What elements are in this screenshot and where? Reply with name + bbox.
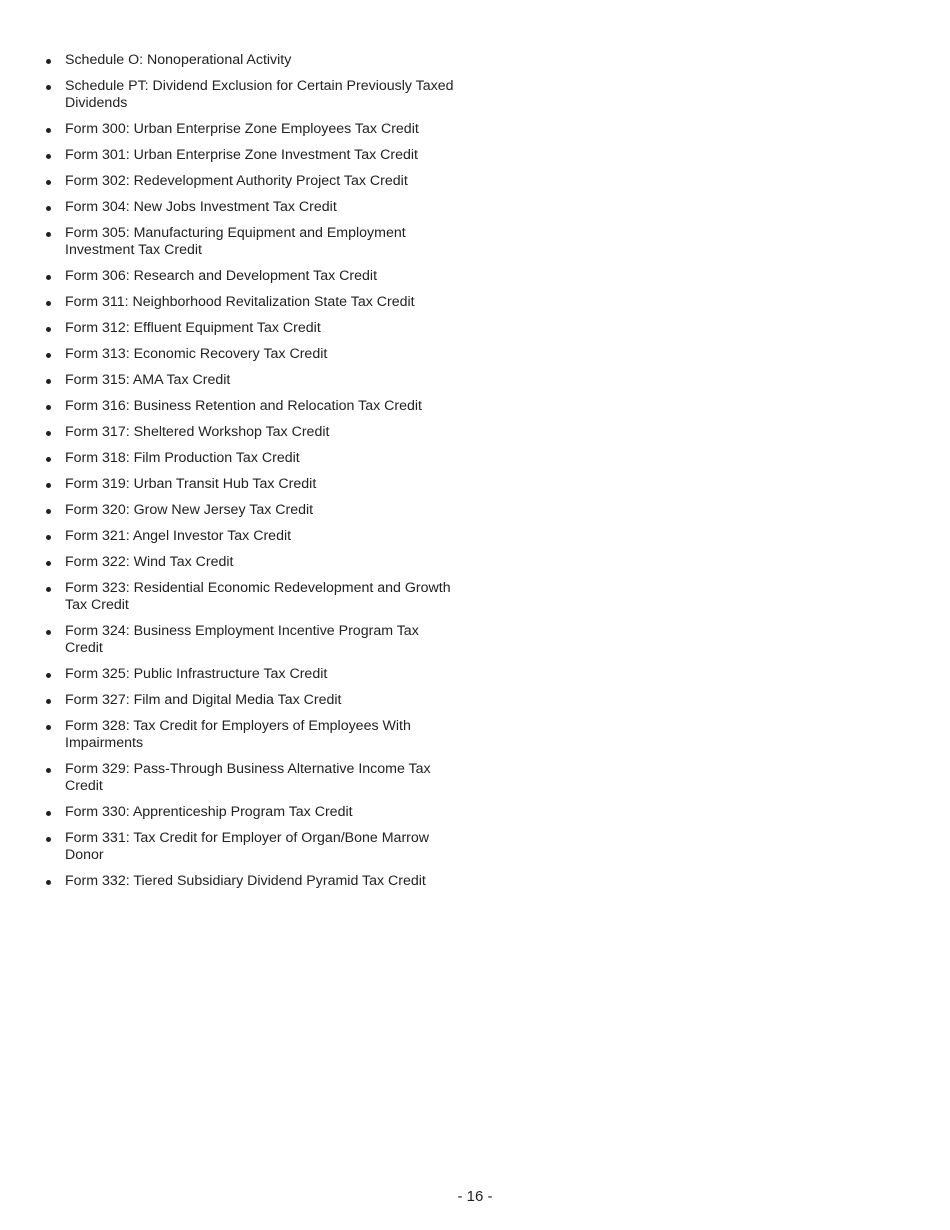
bullet-icon [46,128,51,133]
list-item [44,761,454,795]
list-item-label: Form 328: Tax Credit for Employers of Employees With Impairments [65,718,411,751]
list-item-label: Form 316: Business Retention and Relocation Tax Credit [65,398,422,414]
list-item [44,294,454,311]
bullet-icon [46,379,51,384]
list-item [44,476,454,493]
bullet-icon [46,353,51,358]
bullet-icon [46,483,51,488]
list-item [44,173,454,190]
bullet-icon [46,535,51,540]
form-list [44,52,454,899]
list-item-label: Form 325: Public Infrastructure Tax Credit [65,666,328,682]
list-item [44,225,454,259]
list-item-label: Form 324: Business Employment Incentive Program Tax Credit [65,623,419,656]
bullet-icon [46,232,51,237]
list-item [44,372,454,389]
list-item [44,450,454,467]
list-item [44,147,454,164]
list-item [44,666,454,683]
list-item-label: Form 313: Economic Recovery Tax Credit [65,346,328,362]
list-item-label: Form 300: Urban Enterprise Zone Employees Tax Credit [65,121,419,137]
list-item [44,623,454,657]
list-item [44,346,454,363]
list-item-label: Form 320: Grow New Jersey Tax Credit [65,502,314,518]
list-item-label: Schedule PT: Dividend Exclusion for Certain Previously Taxed Dividends [65,78,454,111]
list-item [44,830,454,864]
bullet-icon [46,405,51,410]
list-item [44,554,454,571]
bullet-icon [46,587,51,592]
list-item-label: Form 323: Residential Economic Redevelopment and Growth Tax Credit [65,580,451,613]
list-item [44,692,454,709]
bullet-icon [46,561,51,566]
list-item [44,121,454,138]
bullet-icon [46,154,51,159]
list-item-label: Form 318: Film Production Tax Credit [65,450,300,466]
list-item [44,804,454,821]
bullet-icon [46,85,51,90]
bullet-icon [46,699,51,704]
list-item [44,52,454,69]
list-item-label: Form 327: Film and Digital Media Tax Credit [65,692,342,708]
bullet-icon [46,880,51,885]
list-item [44,320,454,337]
bullet-icon [46,431,51,436]
bullet-icon [46,630,51,635]
bullet-icon [46,457,51,462]
bullet-icon [46,59,51,64]
list-item-label: Form 304: New Jobs Investment Tax Credit [65,199,337,215]
list-item [44,78,454,112]
list-item-label: Form 319: Urban Transit Hub Tax Credit [65,476,317,492]
list-item-label: Form 311: Neighborhood Revitalization State Tax Credit [65,294,415,310]
bullet-icon [46,725,51,730]
list-item-label: Form 329: Pass-Through Business Alternative Income Tax Credit [65,761,431,794]
list-item-label: Form 312: Effluent Equipment Tax Credit [65,320,321,336]
list-item [44,199,454,216]
bullet-icon [46,206,51,211]
list-item [44,718,454,752]
list-item-label: Form 305: Manufacturing Equipment and Employment Investment Tax Credit [65,225,406,258]
list-item [44,268,454,285]
bullet-icon [46,811,51,816]
list-item-label: Form 301: Urban Enterprise Zone Investment Tax Credit [65,147,419,163]
list-item-label: Schedule O: Nonoperational Activity [65,52,292,68]
page-number: - 16 - [457,1188,493,1205]
list-item-label: Form 302: Redevelopment Authority Project Tax Credit [65,173,408,189]
bullet-icon [46,768,51,773]
bullet-icon [46,837,51,842]
list-item-label: Form 330: Apprenticeship Program Tax Credit [65,804,353,820]
list-item-label: Form 321: Angel Investor Tax Credit [65,528,292,544]
list-item-label: Form 306: Research and Development Tax Credit [65,268,378,284]
list-item-label: Form 317: Sheltered Workshop Tax Credit [65,424,330,440]
list-item [44,424,454,441]
list-item [44,873,454,890]
bullet-icon [46,673,51,678]
bullet-icon [46,275,51,280]
list-item-label: Form 332: Tiered Subsidiary Dividend Pyramid Tax Credit [65,873,426,889]
list-item-label: Form 322: Wind Tax Credit [65,554,234,570]
list-item-label: Form 315: AMA Tax Credit [65,372,231,388]
list-item [44,502,454,519]
bullet-icon [46,180,51,185]
list-item [44,528,454,545]
bullet-icon [46,301,51,306]
bullet-icon [46,509,51,514]
list-item-label: Form 331: Tax Credit for Employer of Organ/Bone Marrow Donor [65,830,430,863]
list-item [44,580,454,614]
list-item [44,398,454,415]
bullet-icon [46,327,51,332]
